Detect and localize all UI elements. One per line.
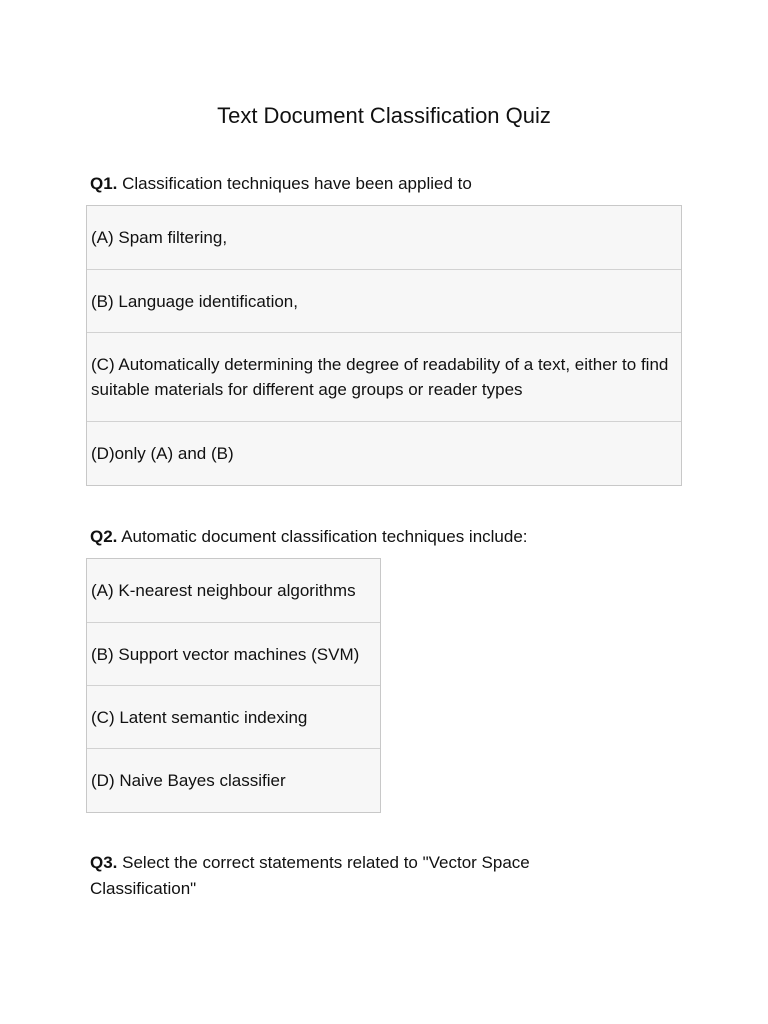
option-d: (D)only (A) and (B) <box>87 421 681 485</box>
question-number: Q2. <box>90 527 118 546</box>
option-b: (B) Language identification, <box>87 269 681 332</box>
option-c: (C) Automatically determining the degree of readability of a text, either to find suitable materials for different age groups or reader types <box>87 332 681 421</box>
question-number: Q1. <box>90 174 118 193</box>
question-1-options <box>86 205 682 486</box>
question-1 <box>90 171 690 197</box>
question-3 <box>90 850 610 902</box>
question-text: Select the correct statements related to "Vector Space Classification" <box>90 853 530 898</box>
option-b: (B) Support vector machines (SVM) <box>87 622 380 685</box>
option-a: (A) K-nearest neighbour algorithms <box>87 559 380 622</box>
question-text: Automatic document classification techniques include: <box>117 527 528 546</box>
option-d: (D) Naive Bayes classifier <box>87 748 380 812</box>
option-a: (A) Spam filtering, <box>87 206 681 269</box>
question-text: Classification techniques have been applied to <box>117 174 472 193</box>
question-2 <box>90 524 690 550</box>
question-2-options <box>86 558 381 813</box>
question-number: Q3. <box>90 853 118 872</box>
option-c: (C) Latent semantic indexing <box>87 685 380 748</box>
page-title: Text Document Classification Quiz <box>217 103 551 128</box>
